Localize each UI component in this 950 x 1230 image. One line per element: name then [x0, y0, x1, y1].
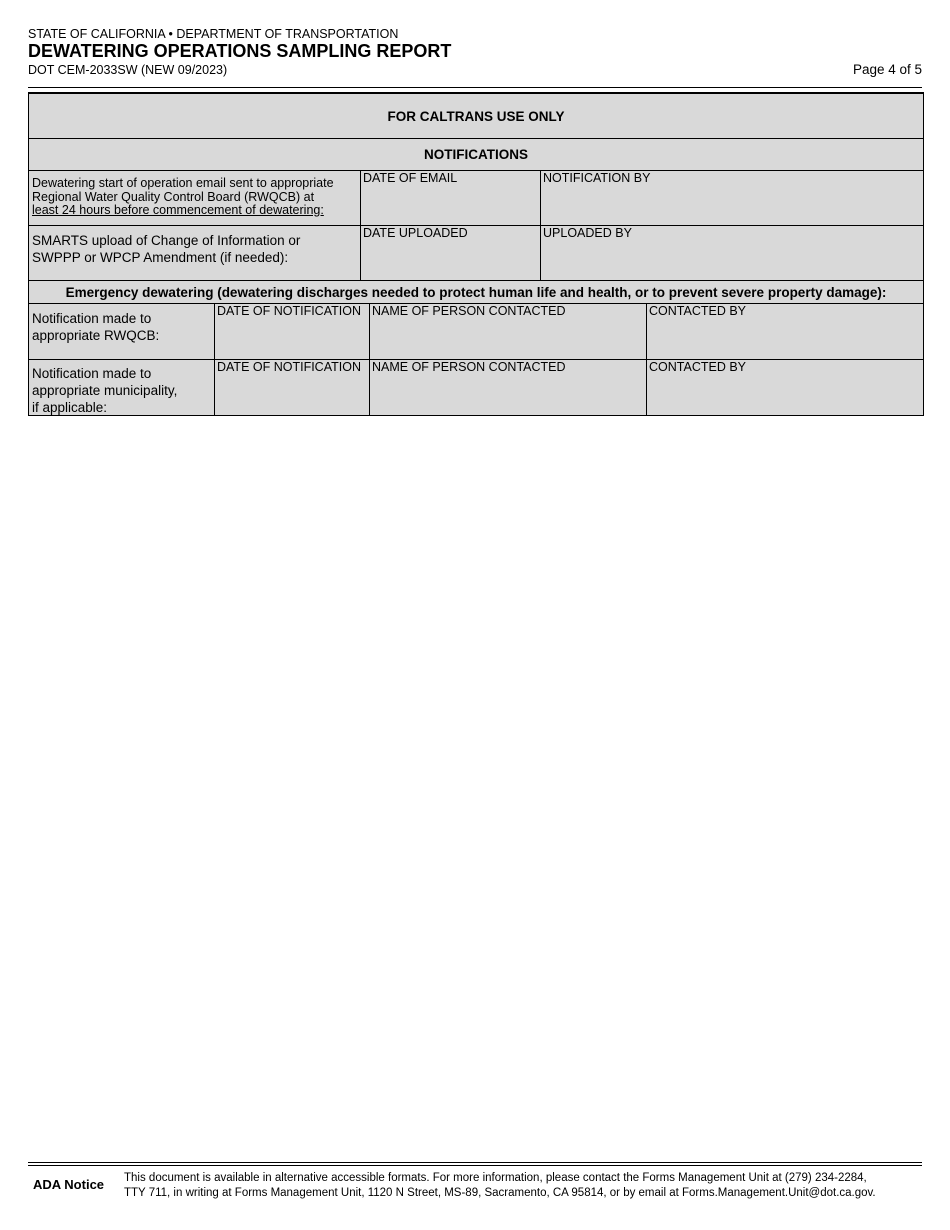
date-of-email-label: DATE OF EMAIL	[363, 171, 458, 185]
contacted-by-label: CONTACTED BY	[649, 304, 746, 318]
contacted-by-label: CONTACTED BY	[649, 360, 746, 374]
ada-notice-label: ADA Notice	[33, 1177, 105, 1192]
ada-notice-text	[124, 1171, 922, 1201]
form-title: DEWATERING OPERATIONS SAMPLING REPORT	[28, 41, 452, 61]
rwqcb-notification-row	[29, 304, 923, 360]
person-contacted-label: NAME OF PERSON CONTACTED	[372, 360, 566, 374]
description-line: SWPPP or WPCP Amendment (if needed):	[32, 250, 289, 265]
date-uploaded-field[interactable]	[361, 226, 541, 280]
description-line: Dewatering start of operation email sent to appropriate	[32, 176, 334, 190]
person-contacted-label: NAME OF PERSON CONTACTED	[372, 304, 566, 318]
footer-divider	[28, 1162, 922, 1163]
agency-name: STATE OF CALIFORNIA • DEPARTMENT OF TRANSPORTATION	[28, 27, 399, 41]
ada-notice	[28, 1171, 922, 1201]
description-line: SMARTS upload of Change of Information or	[32, 233, 301, 248]
ada-notice-line: This document is available in alternative accessible formats. For more information, please contact the Forms Management Unit at (279) 234-2284,	[124, 1172, 867, 1184]
uploaded-by-label: UPLOADED BY	[543, 226, 632, 240]
notifications-heading: NOTIFICATIONS	[29, 139, 923, 171]
rwqcb-contacted-by-field[interactable]	[647, 304, 923, 359]
notification-by-field[interactable]	[541, 171, 923, 225]
rwqcb-date-of-notification-field[interactable]	[215, 304, 370, 359]
rwqcb-notification-description	[29, 304, 215, 359]
page-number: Page 4 of 5	[852, 62, 922, 77]
description-line: appropriate RWQCB:	[32, 328, 160, 343]
rwqcb-person-contacted-field[interactable]	[370, 304, 647, 359]
date-of-notification-label: DATE OF NOTIFICATION	[217, 360, 361, 374]
form-header	[28, 27, 922, 78]
ada-notice-line: TTY 711, in writing at Forms Management Unit, 1120 N Street, MS-89, Sacramento, CA 95814, or by email at Forms.Management.Unit@dot.ca.gov.	[124, 1187, 876, 1199]
form-number: DOT CEM-2033SW (NEW 09/2023)	[28, 63, 228, 77]
notification-by-label: NOTIFICATION BY	[543, 171, 651, 185]
municipality-contacted-by-field[interactable]	[647, 360, 923, 415]
uploaded-by-field[interactable]	[541, 226, 923, 280]
description-line: if applicable:	[32, 400, 108, 415]
emergency-dewatering-heading: Emergency dewatering (dewatering discharges needed to protect human life and health, or to prevent severe property damage):	[29, 281, 923, 304]
municipality-notification-description	[29, 360, 215, 415]
email-notification-description	[29, 171, 361, 225]
date-of-notification-label: DATE OF NOTIFICATION	[217, 304, 361, 318]
description-line: Notification made to	[32, 366, 152, 381]
smarts-upload-row	[29, 226, 923, 281]
email-notification-row	[29, 171, 923, 226]
caltrans-use-section	[28, 92, 924, 416]
smarts-upload-description	[29, 226, 361, 280]
description-line: Notification made to	[32, 311, 152, 326]
date-of-email-field[interactable]	[361, 171, 541, 225]
municipality-person-contacted-field[interactable]	[370, 360, 647, 415]
description-line: Regional Water Quality Control Board (RWQCB) at	[32, 189, 315, 204]
municipality-notification-row	[29, 360, 923, 416]
footer-divider-inner	[28, 1165, 922, 1166]
description-line: least 24 hours before commencement of dewatering:	[32, 203, 324, 217]
caltrans-use-heading: FOR CALTRANS USE ONLY	[29, 94, 923, 139]
form-number-row	[28, 62, 922, 78]
header-divider	[28, 87, 922, 88]
description-line: appropriate municipality,	[32, 383, 178, 398]
date-uploaded-label: DATE UPLOADED	[363, 226, 468, 240]
municipality-date-of-notification-field[interactable]	[215, 360, 370, 415]
